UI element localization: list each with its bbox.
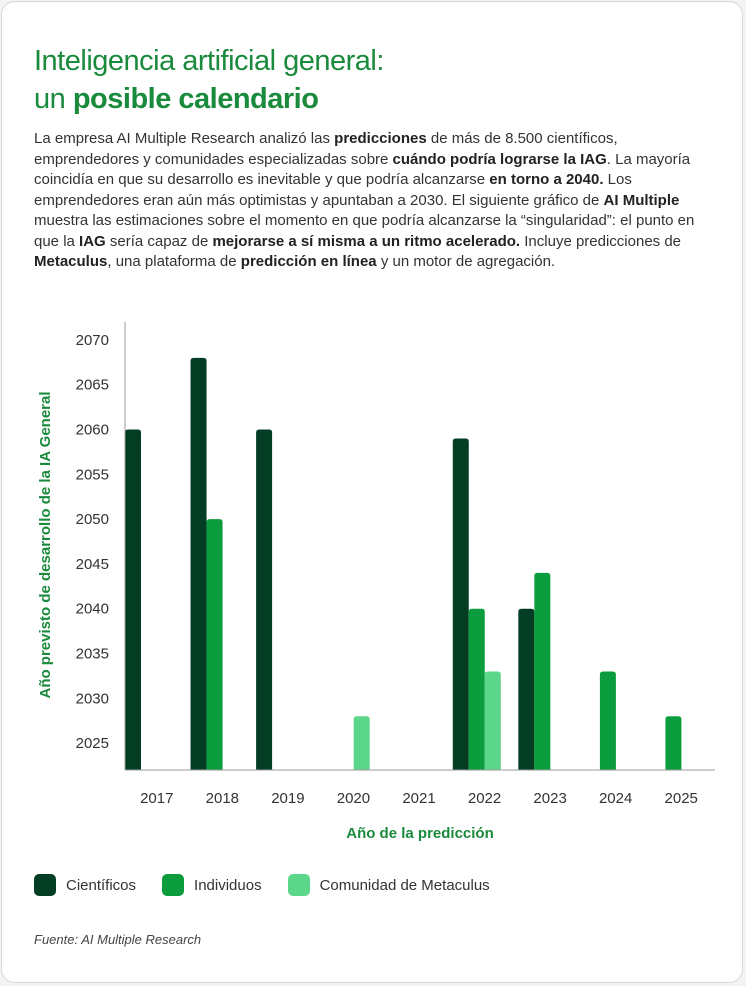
bar-científicos-2017 — [125, 430, 141, 770]
legend-item — [162, 874, 262, 896]
intro-text: . La mayoría coincidía en que su desarrollo es inevitable y que podría alcanzarse — [34, 150, 691, 188]
x-tick-label: 2025 — [664, 790, 698, 807]
intro-text: , una plataforma de — [107, 253, 241, 270]
bar-comunidad-de-metaculus-2020 — [354, 716, 370, 770]
bar-científicos-2018 — [191, 358, 207, 770]
x-tick-label: 2022 — [467, 790, 502, 807]
intro-text: sería capaz de — [105, 232, 213, 250]
bar-científicos-2022 — [453, 438, 469, 770]
bar-individuos-2022 — [469, 609, 485, 770]
x-tick-label: 2018 — [205, 790, 240, 807]
legend-swatch — [34, 874, 56, 896]
y-tick-label: 2070 — [75, 331, 109, 349]
y-tick-label: 2060 — [75, 421, 109, 439]
legend-swatch — [288, 874, 310, 896]
legend-label: Científicos — [66, 876, 137, 894]
intro-bold-text: mejorarse a sí misma a un ritmo acelerado. — [212, 232, 521, 250]
x-tick-label: 2017 — [140, 790, 174, 807]
y-tick-label: 2055 — [75, 466, 109, 484]
intro-text: muestra las estimaciones sobre el momento en que podría alcanzarse la “singularidad”: el punto en que la — [34, 212, 695, 250]
y-tick-label: 2040 — [75, 600, 109, 618]
y-tick-label: 2025 — [75, 735, 109, 753]
intro-bold-text: predicciones — [334, 130, 427, 147]
infographic-card — [1, 1, 743, 983]
intro-text: La empresa AI Multiple Research analizó las — [34, 130, 335, 147]
bar-individuos-2025 — [665, 716, 681, 770]
y-tick-label: 2030 — [75, 690, 109, 708]
title-line-2-prefix: un — [34, 83, 73, 115]
legend-label: Comunidad de Metaculus — [319, 876, 490, 894]
title-line-2-bold: posible calendario — [72, 83, 319, 115]
legend-label: Individuos — [194, 876, 262, 894]
legend-item — [288, 874, 490, 896]
bar-científicos-2019 — [256, 430, 272, 770]
intro-text: Incluye predicciones de — [520, 232, 682, 250]
intro-bold-text: en torno a 2040. — [489, 171, 604, 188]
x-tick-label: 2019 — [271, 790, 305, 807]
intro-paragraph — [34, 129, 714, 273]
intro-text: de más de 8.500 científicos, emprendedores y comunidades especializadas sobre — [34, 130, 618, 168]
intro-bold-text: IAG — [79, 232, 106, 250]
bar-individuos-2023 — [534, 573, 550, 770]
y-tick-label: 2065 — [75, 376, 109, 394]
y-tick-label: 2050 — [75, 511, 109, 529]
x-axis-title: Año de la predicción — [346, 825, 494, 842]
page-title — [34, 42, 384, 118]
intro-text: Los emprendedores eran aún más optimistas y apuntaban a 2030. El siguiente gráfico de — [34, 171, 632, 209]
x-tick-label: 2021 — [402, 790, 436, 807]
chart-legend — [34, 874, 516, 896]
legend-swatch — [162, 874, 184, 896]
bar-individuos-2018 — [207, 519, 223, 770]
intro-bold-text: predicción en línea — [240, 253, 377, 270]
x-tick-label: 2023 — [533, 790, 567, 807]
bar-individuos-2024 — [600, 671, 616, 770]
title-line-1: Inteligencia artificial general: — [34, 45, 384, 77]
x-tick-label: 2024 — [598, 790, 633, 807]
x-tick-label: 2020 — [336, 790, 371, 807]
source-note: Fuente: AI Multiple Research — [34, 932, 202, 947]
intro-bold-text: AI Multiple — [603, 191, 680, 209]
bar-chart — [2, 302, 746, 862]
bar-científicos-2023 — [518, 609, 534, 770]
bar-comunidad-de-metaculus-2022 — [485, 671, 501, 770]
y-tick-label: 2045 — [75, 555, 109, 573]
y-axis-title: Año previsto de desarrollo de la IA General — [37, 391, 54, 699]
intro-text: y un motor de agregación. — [376, 253, 556, 270]
intro-bold-text: cuándo podría lograrse la IAG — [392, 150, 607, 168]
legend-item — [34, 874, 136, 896]
intro-bold-text: Metaculus — [34, 253, 108, 270]
y-tick-label: 2035 — [75, 645, 109, 663]
